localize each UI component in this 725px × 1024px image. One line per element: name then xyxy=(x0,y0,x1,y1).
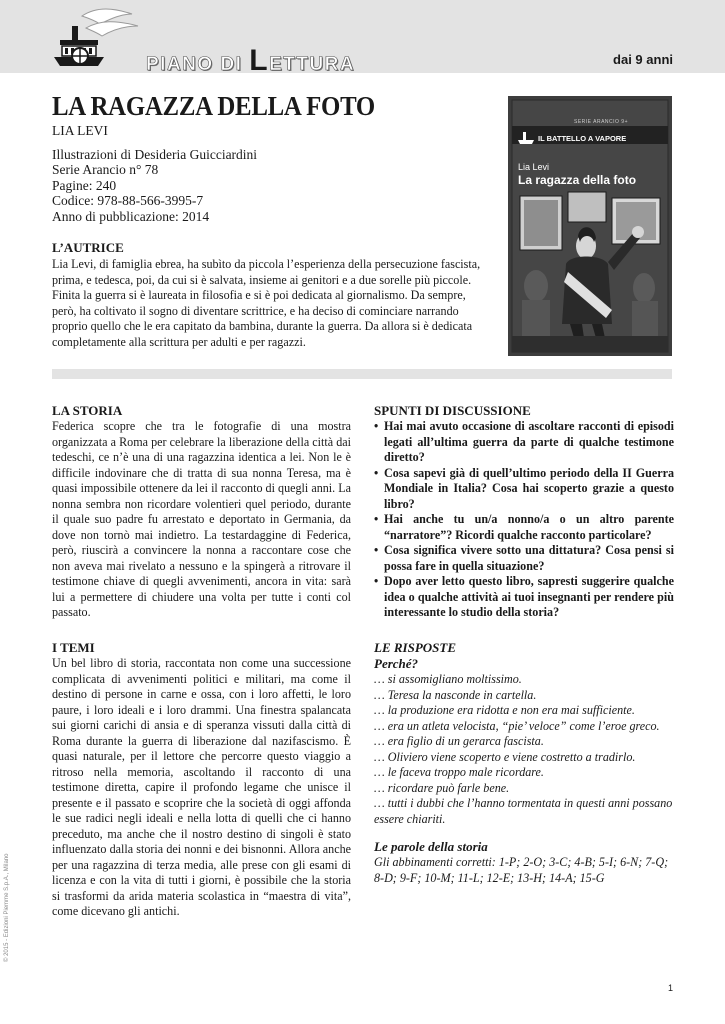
answers-subheading: Perché? xyxy=(374,656,419,671)
discussion-item: • Cosa significa vivere sotto una dittatura? Cosa pensi si possa fare in quella situazione? xyxy=(374,543,674,573)
pages-line: Pagine: 240 xyxy=(52,177,117,193)
answer-item: … la produzione era ridotta e non era mai sufficiente. xyxy=(374,703,635,717)
bullet-icon: • xyxy=(374,419,379,433)
book-author: LIA LEVI xyxy=(52,123,108,138)
illustrator-line: Illustrazioni di Desideria Guicciardini xyxy=(52,147,258,162)
author-body: Lia Levi, di famiglia ebrea, ha subìto da piccola l’esperienza della persecuzione fascista, prima, e tedesca, poi, da cui si è salvata, insieme ai genitori e a due sorelle più piccole. Finita la guerra si è laureata in filosofia e si è poi dedicata al giornalismo. Da sempre, però, ha coltivato il sogno di diventare scrittrice, e ha deciso di cominciare narrando proprio quello che le era capitato da bambina, durante la guerra. Da allora si è dedicata completamente alla scrittura per adulti e per ragazzi. xyxy=(52,257,481,349)
discussion-heading: SPUNTI DI DISCUSSIONE xyxy=(374,403,531,418)
year-line: Anno di pubblicazione: 2014 xyxy=(52,208,210,224)
page-number: 1 xyxy=(667,983,673,993)
series-name-initial: L xyxy=(249,44,270,77)
bullet-icon: • xyxy=(374,465,379,480)
answer-item: … era figlio di un gerarca fascista. xyxy=(374,734,544,748)
bullet-icon: • xyxy=(374,512,379,526)
answer-item: … Oliviero viene scoperto e viene costretto a tradirlo. xyxy=(374,749,636,764)
divider-band xyxy=(52,369,672,379)
topics-heading: I TEMI xyxy=(52,640,95,655)
bullet-icon: • xyxy=(374,574,379,588)
author-section xyxy=(52,240,492,350)
series-line: Serie Arancio n° 78 xyxy=(52,162,159,178)
discussion-item: • Cosa sapevi già di quell’ultimo periodo della II Guerra Mondiale in Italia? Cosa hai scoperto grazie a questo libro? xyxy=(374,465,674,511)
book-title: LA RAGAZZA DELLA FOTO xyxy=(52,91,375,121)
discussion-section xyxy=(374,403,674,621)
book-cover xyxy=(508,96,672,356)
answers-heading: LE RISPOSTE xyxy=(374,640,456,655)
code-line: Codice: 978-88-566-3995-7 xyxy=(52,193,204,209)
steamboat-logo-icon xyxy=(52,4,142,70)
cover-title: La ragazza della foto xyxy=(518,173,637,187)
copyright-notice: © 2015 - Edizioni Piemme S.p.A., Milano xyxy=(4,853,10,962)
discussion-list xyxy=(374,419,674,621)
discussion-item: • Hai mai avuto occasione di ascoltare racconti di episodi legati all’ultima guerra da parte di qualche testimone diretto? xyxy=(374,419,674,464)
book-details xyxy=(52,147,257,224)
topics-body: Un bel libro di storia, raccontata non come una successione complicata di avvenimenti politici e militari, ma come il destino di persone in carne e ossa, con i loro affetti, le loro paure, i loro ideali e i loro drammi. Una finestra spalancata sui giorni carichi di ansia e di speranza vissuti dalla città di Roma durante la guerra di liberazione dal nazifascismo. È quasi naturale, per il lettore che percorre questo viaggio a ritroso nella memoria, ascoltando il racconto di una testimone diretta, capire il profondo legame che unisce il presente e il passato e scoprire che la società di oggi affonda le sue radici negli ideali e nella lotta di quelli che ci hanno preceduto, ma anche che il nostro destino di singoli è stato influenzato dalla storia dei nonni e dei bisnonni. Allora anche per una ragazzina di terza media, alle prese con gli esami di licenza e con la vita di tutti i giorni, è possibile che la storia si trasformi da arida materia scolastica in “maestra di vita”, come dicevano gli antichi. xyxy=(52,656,351,918)
topics-section xyxy=(52,640,351,920)
discussion-item: • Hai anche tu un/a nonno/a o un altro parente “narratore”? Ricordi qualche racconto particolare? xyxy=(374,512,674,542)
answer-item: … era un atleta velocista, “pie’ veloce” come l’eroe greco. xyxy=(374,718,660,733)
pairs-heading: Le parole della storia xyxy=(374,839,488,854)
answer-item: … le faceva troppo male ricordare. xyxy=(374,765,544,779)
story-section xyxy=(52,403,351,621)
story-body: Federica scopre che tra le fotografie di una mostra organizzata a Roma per celebrare la liberazione della città dai tedeschi, ce n’è una di una ragazzina identica a lei. Non le è difficile indovinare che di tratta di sua nonna Teresa, ma è quasi impossibile ottenere da lei il racconto di quegli anni. La nonna sembra non ricordare volentieri quel periodo, durante il quale suo padre fu arrestato e deportato in Germania, da dove non tornò mai indietro. La testardaggine di Federica, però, riuscirà a convincere la nonna a raccontare cose che non aveva mai rivelato a nessuno e la spingerà a ritrovare il testimone chiave di quegli avvenimenti, ancora in vita: sarà lui a permettere di chiudere una volta per tutte i conti col passato. xyxy=(52,419,351,619)
cover-series-tag: SERIE ARANCIO 9+ xyxy=(574,119,628,125)
author-heading: L’AUTRICE xyxy=(52,240,124,255)
answer-item: … si assomigliano moltissimo. xyxy=(374,672,522,686)
answer-item: … tutti i dubbi che l’hanno tormentata in questi anni possano essere chiariti. xyxy=(374,796,673,826)
answer-item: … Teresa la nasconde in cartella. xyxy=(374,687,537,702)
answers-list xyxy=(374,672,674,827)
discussion-item: • Dopo aver letto questo libro, sapresti suggerire qualche idea o qualche attività ai tuoi insegnanti per rendere più interessante lo studio della storia? xyxy=(374,574,674,619)
story-heading: LA STORIA xyxy=(52,403,123,418)
bullet-icon: • xyxy=(374,543,379,557)
age-label: dai 9 anni xyxy=(613,52,673,67)
answer-item: … ricordare può farle bene. xyxy=(374,780,510,795)
cover-publisher: IL BATTELLO A VAPORE xyxy=(538,134,627,143)
pairs-body: Gli abbinamenti corretti: 1-P; 2-O; 3-C; 4-B; 5-I; 6-N; 7-Q; 8-D; 9-F; 10-M; 11-L; 12-E; 13-H; 14-A; 15-G xyxy=(374,855,669,885)
cover-author: Lia Levi xyxy=(518,162,550,172)
series-name: PIANO DI LETTURA xyxy=(146,44,356,77)
answers-section xyxy=(374,640,674,886)
